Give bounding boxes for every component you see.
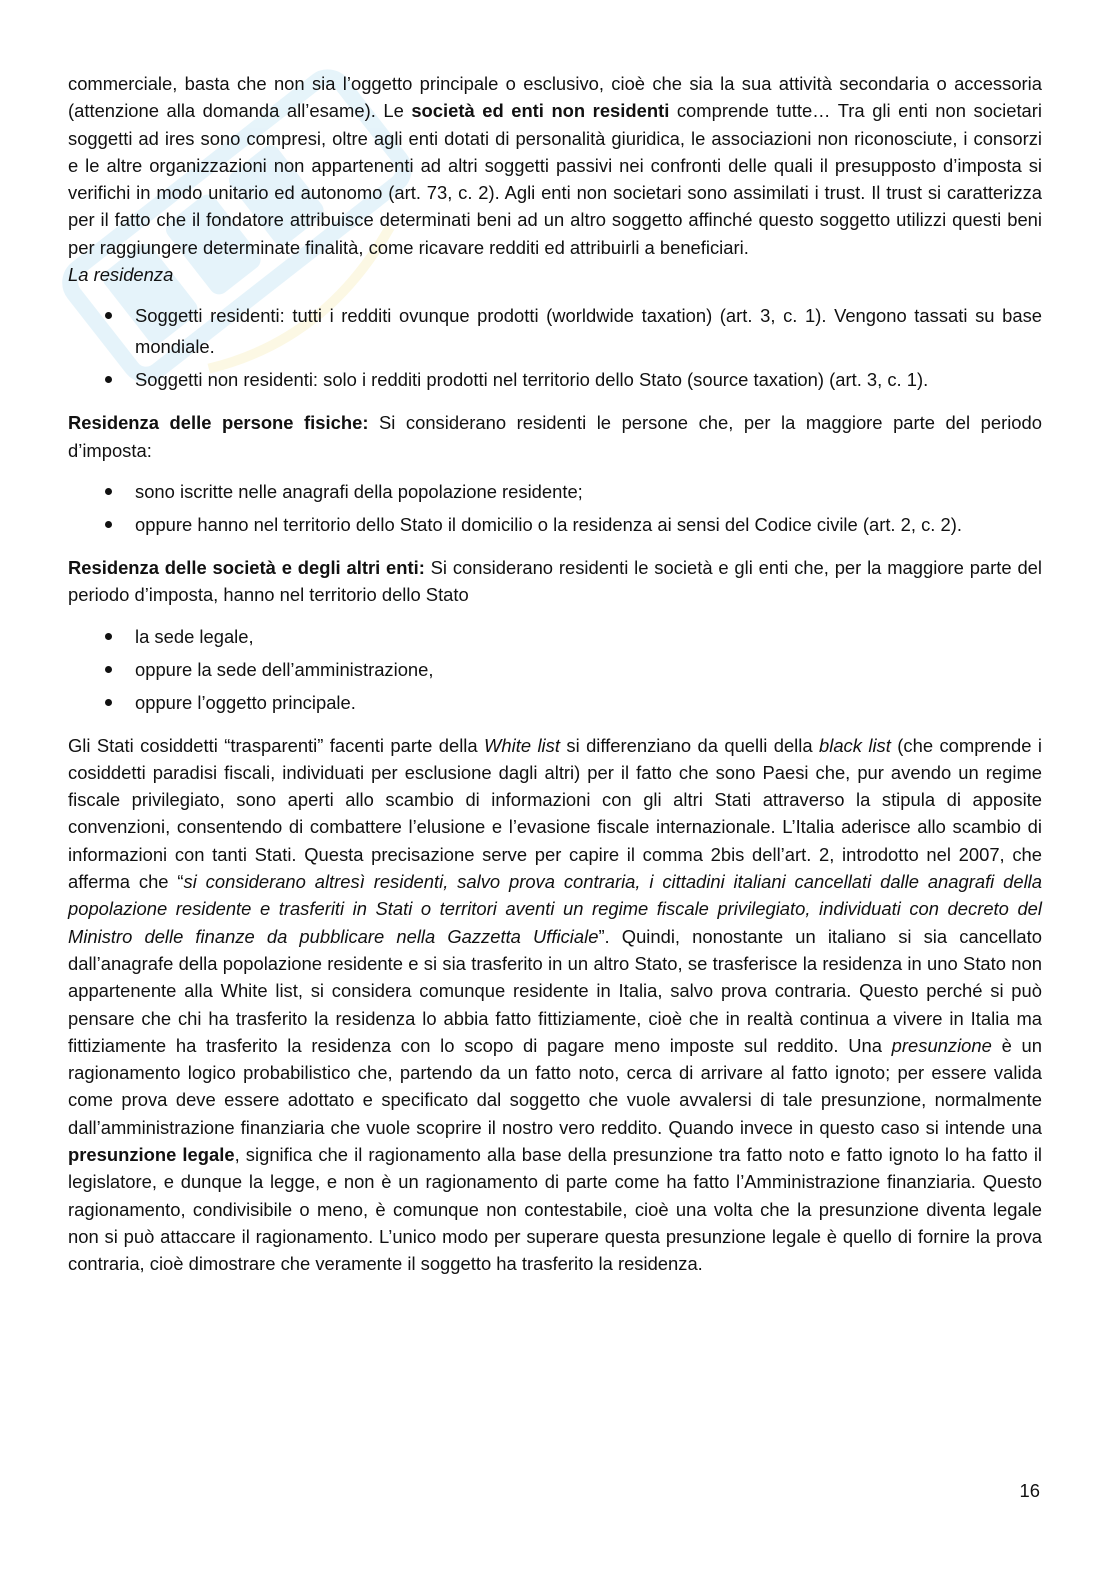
list-item: Soggetti residenti: tutti i redditi ovunque prodotti (worldwide taxation) (art. 3, c. 1). Vengono tassati su base mondiale. <box>68 300 1042 362</box>
list-item: oppure la sede dell’amministrazione, <box>68 654 1042 685</box>
paragraph-enti-non-residenti: commerciale, basta che non sia l’oggetto principale o esclusivo, cioè che sia la sua attività secondaria o accessoria (attenzione alla domanda all’esame). Le società ed enti non residenti comprende tutte… Tra gli enti non societari soggetti ad ires sono compresi, oltre agli enti dotati di personalità giuridica, le associazioni non riconosciute, i consorzi e le altre organizzazioni non appartenenti ad altri soggetti passivi nei confronti delle quali il presupposto d’imposta si verifichi in modo unitario ed autonomo (art. 73, c. 2). Agli enti non societari sono assimilati i trust. Il trust si caratterizza per il fatto che il fondatore attribuisce determinati beni ad un altro soggetto affinché questo soggetto utilizzi questi beni per raggiungere determinate finalità, come ricavare redditi ed attribuirli a beneficiari. <box>68 73 1042 258</box>
paragraph-persone-fisiche: Residenza delle persone fisiche: Si considerano residenti le persone che, per la maggiore parte del periodo d’imposta: <box>68 412 1042 461</box>
page-number: 16 <box>1019 1480 1040 1501</box>
section-heading-residenza: La residenza <box>68 264 174 286</box>
bullet-list-persone-fisiche <box>68 476 1042 540</box>
list-item: Soggetti non residenti: solo i redditi prodotti nel territorio dello Stato (source taxation) (art. 3, c. 1). <box>68 364 1042 395</box>
bold-term: società ed enti non residenti <box>411 100 670 122</box>
list-item: oppure hanno nel territorio dello Stato il domicilio o la residenza ai sensi del Codice civile (art. 2, c. 2). <box>68 509 1042 540</box>
paragraph-societa-enti: Residenza delle società e degli altri enti: Si considerano residenti le società e gli enti che, per la maggiore parte del periodo d’imposta, hanno nel territorio dello Stato <box>68 556 1042 606</box>
list-item: oppure l’oggetto principale. <box>68 687 1042 718</box>
paragraph-white-list: Gli Stati cosiddetti “trasparenti” facenti parte della White list si differenziano da quelli della black list (che comprende i cosiddetti paradisi fiscali, individuati per esclusione dagli altri) per il fatto che sono Paesi che, pur avendo un regime fiscale privilegiato, sono aperti allo scambio di informazioni con gli altri Stati attraverso la stipula di apposite convenzioni, consentendo di combattere l’elusione e l’evasione fiscale internazionale. L’Italia aderisce allo scambio di informazioni con tanti Stati. Questa precisazione serve per capire il comma 2bis dell’art. 2, introdotto nel 2007, che afferma che “si considerano altresì residenti, salvo prova contraria, i cittadini italiani cancellati dalle anagrafi della popolazione residente e trasferiti in Stati o territori aventi un regime fiscale privilegiato, individuati con decreto del Ministro delle finanze da pubblicare nella Gazzetta Ufficiale”. Quindi, nonostante un italiano si sia cancellato dall’anagrafe della popolazione residente e si sia trasferito in un altro Stato, se trasferisce la residenza in uno Stato non appartenente alla White list, si considera comunque residente in Italia, salvo prova contraria. Questo perché si può pensare che chi ha trasferito la residenza lo abbia fatto fittiziamente, cioè che in realtà continua a vivere in Italia ma fittiziamente ha trasferito la residenza con lo scopo di pagare meno imposte sul reddito. Una presunzione è un ragionamento logico probabilistico che, partendo da un fatto noto, cerca di arrivare al fatto ignoto; per essere valida come prova deve essere adottato e specificato dal soggetto che vuole avvalersi di tale presunzione, normalmente dall’amministrazione finanziaria che vuole scoprire il nostro vero reddito. Quando invece in questo caso si intende una presunzione legale, significa che il ragionamento alla base della presunzione tra fatto noto e fatto ignoto lo ha fatto il legislatore, e dunque la legge, e non è un ragionamento di parte come ha fatto l’Amministrazione finanziaria. Questo ragionamento, condivisibile o meno, è comunque non contestabile, cioè una volta che la presunzione diventa legale non si può attaccare il ragionamento. L’unico modo per superare questa presunzione legale è quello di fornire la prova contraria, cioè dimostrare che veramente il soggetto ha trasferito la residenza. <box>68 734 1043 1275</box>
document-page <box>68 70 1042 1278</box>
list-item: sono iscritte nelle anagrafi della popolazione residente; <box>68 476 1042 507</box>
bullet-list-societa <box>68 621 1042 718</box>
bullet-list-residenza <box>68 300 1042 395</box>
list-item: la sede legale, <box>68 621 1042 652</box>
